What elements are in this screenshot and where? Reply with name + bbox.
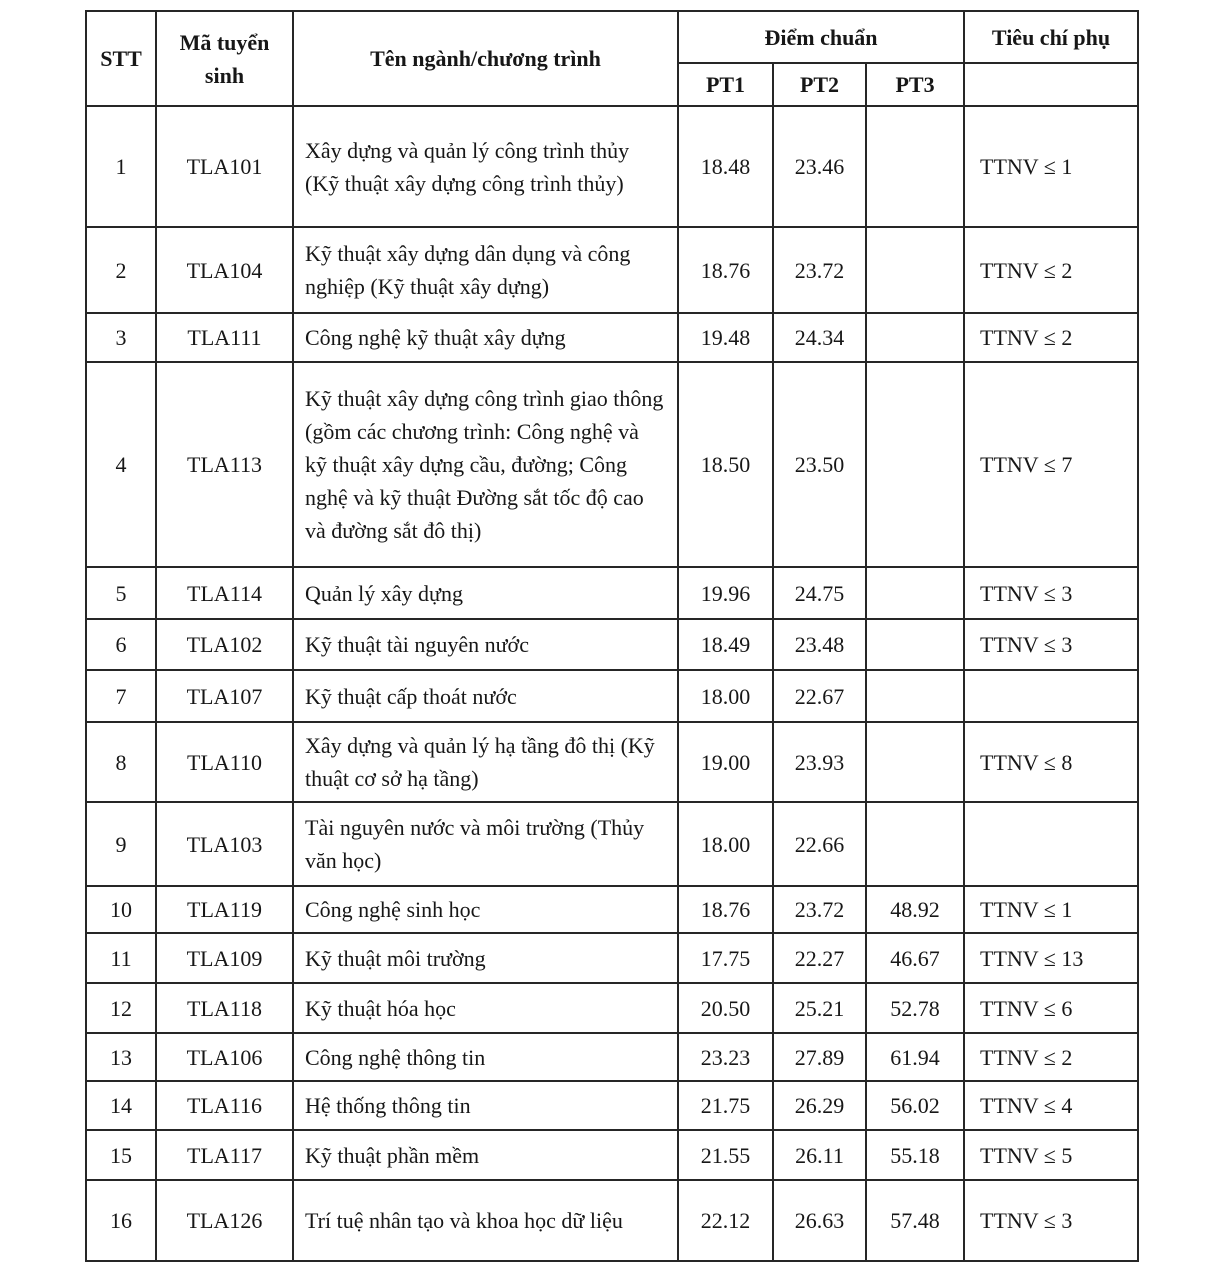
cell-pt2-score: 23.50	[773, 362, 866, 567]
table-row	[86, 802, 1138, 886]
cell-admission-code: TLA106	[156, 1033, 293, 1081]
table-row	[86, 227, 1138, 313]
cell-program-name: Kỹ thuật cấp thoát nước	[293, 670, 678, 722]
cell-pt1-score: 20.50	[678, 983, 773, 1033]
cell-stt: 7	[86, 670, 156, 722]
cell-pt1-score: 19.00	[678, 722, 773, 802]
header-tieu-chi-phu: Tiêu chí phụ	[964, 11, 1138, 63]
table-row	[86, 567, 1138, 619]
cell-pt3-score	[866, 619, 964, 670]
cell-stt: 16	[86, 1180, 156, 1261]
cell-program-name: Công nghệ thông tin	[293, 1033, 678, 1081]
cell-pt3-score	[866, 722, 964, 802]
cell-pt2-score: 23.46	[773, 106, 866, 227]
table-row	[86, 933, 1138, 983]
cell-program-name: Tài nguyên nước và môi trường (Thủy văn học)	[293, 802, 678, 886]
cell-admission-code: TLA126	[156, 1180, 293, 1261]
cell-program-name: Công nghệ kỹ thuật xây dựng	[293, 313, 678, 362]
table-row	[86, 1130, 1138, 1180]
header-diem-chuan: Điểm chuẩn	[678, 11, 964, 63]
cell-stt: 6	[86, 619, 156, 670]
cell-stt: 2	[86, 227, 156, 313]
table-row	[86, 983, 1138, 1033]
cell-pt2-score: 24.34	[773, 313, 866, 362]
cell-pt1-score: 21.55	[678, 1130, 773, 1180]
cell-secondary-criteria: TTNV ≤ 8	[964, 722, 1138, 802]
cell-admission-code: TLA114	[156, 567, 293, 619]
cell-program-name: Trí tuệ nhân tạo và khoa học dữ liệu	[293, 1180, 678, 1261]
cell-pt2-score: 26.29	[773, 1081, 866, 1130]
cell-pt3-score	[866, 362, 964, 567]
table-row	[86, 1180, 1138, 1261]
cell-admission-code: TLA110	[156, 722, 293, 802]
cell-program-name: Xây dựng và quản lý công trình thủy (Kỹ thuật xây dựng công trình thủy)	[293, 106, 678, 227]
cell-program-name: Kỹ thuật xây dựng công trình giao thông (gồm các chương trình: Công nghệ và kỹ thuật xây dựng cầu, đường; Công nghệ và kỹ thuật Đường sắt tốc độ cao và đường sắt đô thị)	[293, 362, 678, 567]
cell-stt: 5	[86, 567, 156, 619]
cell-pt1-score: 18.49	[678, 619, 773, 670]
cell-pt3-score: 57.48	[866, 1180, 964, 1261]
cell-pt2-score: 23.93	[773, 722, 866, 802]
cell-admission-code: TLA104	[156, 227, 293, 313]
cell-pt3-score	[866, 227, 964, 313]
cell-admission-code: TLA109	[156, 933, 293, 983]
cell-admission-code: TLA113	[156, 362, 293, 567]
table-row	[86, 722, 1138, 802]
cell-admission-code: TLA118	[156, 983, 293, 1033]
cell-pt1-score: 18.48	[678, 106, 773, 227]
cell-secondary-criteria: TTNV ≤ 1	[964, 886, 1138, 933]
cell-pt2-score: 22.27	[773, 933, 866, 983]
cell-stt: 4	[86, 362, 156, 567]
header-pt2: PT2	[773, 63, 866, 106]
cell-pt2-score: 22.66	[773, 802, 866, 886]
cell-pt1-score: 22.12	[678, 1180, 773, 1261]
cell-pt3-score: 61.94	[866, 1033, 964, 1081]
cell-admission-code: TLA111	[156, 313, 293, 362]
table-row	[86, 1081, 1138, 1130]
cell-stt: 8	[86, 722, 156, 802]
cell-admission-code: TLA116	[156, 1081, 293, 1130]
cell-program-name: Kỹ thuật tài nguyên nước	[293, 619, 678, 670]
cell-pt3-score	[866, 567, 964, 619]
cell-secondary-criteria: TTNV ≤ 13	[964, 933, 1138, 983]
header-tieu-chi-phu-empty	[964, 63, 1138, 106]
cell-pt1-score: 18.76	[678, 227, 773, 313]
cell-stt: 15	[86, 1130, 156, 1180]
cell-admission-code: TLA103	[156, 802, 293, 886]
cell-pt3-score: 46.67	[866, 933, 964, 983]
cell-secondary-criteria: TTNV ≤ 5	[964, 1130, 1138, 1180]
cell-pt3-score: 55.18	[866, 1130, 964, 1180]
admission-scores-table	[85, 10, 1139, 1262]
cell-pt3-score	[866, 670, 964, 722]
header-row-1	[86, 11, 1138, 63]
cell-secondary-criteria: TTNV ≤ 2	[964, 227, 1138, 313]
cell-pt1-score: 18.76	[678, 886, 773, 933]
cell-admission-code: TLA107	[156, 670, 293, 722]
cell-pt1-score: 18.00	[678, 670, 773, 722]
cell-pt1-score: 19.48	[678, 313, 773, 362]
cell-secondary-criteria: TTNV ≤ 3	[964, 619, 1138, 670]
cell-admission-code: TLA117	[156, 1130, 293, 1180]
cell-pt2-score: 25.21	[773, 983, 866, 1033]
cell-admission-code: TLA101	[156, 106, 293, 227]
cell-pt1-score: 18.00	[678, 802, 773, 886]
table-row	[86, 619, 1138, 670]
cell-pt1-score: 19.96	[678, 567, 773, 619]
cell-pt2-score: 26.63	[773, 1180, 866, 1261]
cell-stt: 13	[86, 1033, 156, 1081]
cell-pt3-score	[866, 802, 964, 886]
table-row	[86, 106, 1138, 227]
cell-program-name: Công nghệ sinh học	[293, 886, 678, 933]
cell-admission-code: TLA102	[156, 619, 293, 670]
cell-secondary-criteria	[964, 670, 1138, 722]
cell-stt: 3	[86, 313, 156, 362]
cell-pt2-score: 22.67	[773, 670, 866, 722]
cell-secondary-criteria: TTNV ≤ 7	[964, 362, 1138, 567]
cell-stt: 11	[86, 933, 156, 983]
cell-program-name: Kỹ thuật phần mềm	[293, 1130, 678, 1180]
header-pt3: PT3	[866, 63, 964, 106]
cell-pt2-score: 26.11	[773, 1130, 866, 1180]
cell-pt3-score: 56.02	[866, 1081, 964, 1130]
cell-program-name: Kỹ thuật xây dựng dân dụng và công nghiệp (Kỹ thuật xây dựng)	[293, 227, 678, 313]
cell-pt1-score: 21.75	[678, 1081, 773, 1130]
cell-stt: 1	[86, 106, 156, 227]
cell-program-name: Quản lý xây dựng	[293, 567, 678, 619]
cell-secondary-criteria: TTNV ≤ 1	[964, 106, 1138, 227]
cell-pt1-score: 18.50	[678, 362, 773, 567]
cell-secondary-criteria: TTNV ≤ 3	[964, 567, 1138, 619]
cell-secondary-criteria: TTNV ≤ 2	[964, 1033, 1138, 1081]
cell-stt: 9	[86, 802, 156, 886]
cell-pt2-score: 23.72	[773, 227, 866, 313]
cell-pt3-score	[866, 106, 964, 227]
cell-program-name: Xây dựng và quản lý hạ tầng đô thị (Kỹ thuật cơ sở hạ tầng)	[293, 722, 678, 802]
header-pt1: PT1	[678, 63, 773, 106]
cell-pt3-score: 52.78	[866, 983, 964, 1033]
cell-program-name: Hệ thống thông tin	[293, 1081, 678, 1130]
cell-pt2-score: 23.48	[773, 619, 866, 670]
cell-secondary-criteria: TTNV ≤ 3	[964, 1180, 1138, 1261]
cell-program-name: Kỹ thuật hóa học	[293, 983, 678, 1033]
cell-pt1-score: 17.75	[678, 933, 773, 983]
cell-stt: 14	[86, 1081, 156, 1130]
cell-admission-code: TLA119	[156, 886, 293, 933]
header-ma-tuyen-sinh: Mã tuyển sinh	[156, 11, 293, 106]
cell-stt: 12	[86, 983, 156, 1033]
table-row	[86, 886, 1138, 933]
cell-secondary-criteria	[964, 802, 1138, 886]
cell-program-name: Kỹ thuật môi trường	[293, 933, 678, 983]
cell-secondary-criteria: TTNV ≤ 2	[964, 313, 1138, 362]
table-row	[86, 362, 1138, 567]
cell-stt: 10	[86, 886, 156, 933]
header-stt: STT	[86, 11, 156, 106]
table-row	[86, 1033, 1138, 1081]
cell-pt2-score: 24.75	[773, 567, 866, 619]
cell-secondary-criteria: TTNV ≤ 6	[964, 983, 1138, 1033]
table-row	[86, 670, 1138, 722]
cell-pt2-score: 27.89	[773, 1033, 866, 1081]
table-row	[86, 313, 1138, 362]
cell-pt2-score: 23.72	[773, 886, 866, 933]
cell-pt3-score: 48.92	[866, 886, 964, 933]
cell-pt1-score: 23.23	[678, 1033, 773, 1081]
header-ten-nganh: Tên ngành/chương trình	[293, 11, 678, 106]
cell-pt3-score	[866, 313, 964, 362]
cell-secondary-criteria: TTNV ≤ 4	[964, 1081, 1138, 1130]
